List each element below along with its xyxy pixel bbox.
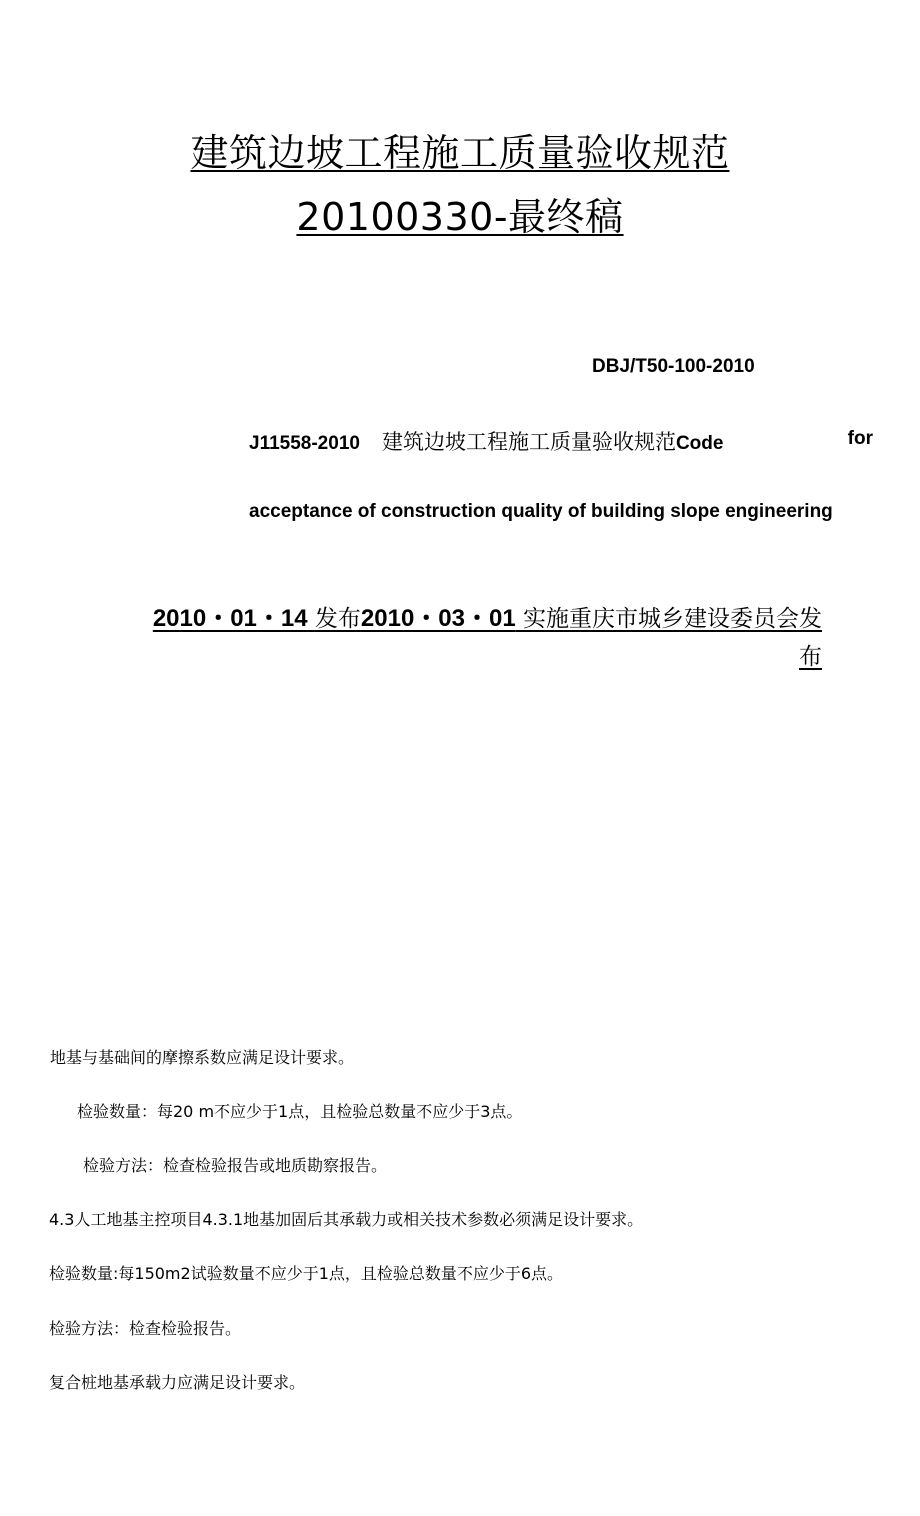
body-paragraph-5: 检验数量:每150m2试验数量不应少于1点，且检验总数量不应少于6点。 [49, 1264, 564, 1283]
record-number: J11558-2010 [249, 433, 360, 454]
effective-label: 实施重庆市城乡建设委员会发 [523, 606, 822, 632]
title-line-1: 建筑边坡工程施工质量验收规范 [190, 131, 730, 175]
title-line-2: 20100330-最终稿 [296, 195, 624, 239]
issue-date: 2010・01・14 [152, 605, 308, 632]
body-paragraph-2: 检验数量：每20 m不应少于1点，且检验总数量不应少于3点。 [77, 1102, 523, 1121]
body-paragraph-3: 检验方法：检查检验报告或地质勘察报告。 [83, 1156, 388, 1175]
body-paragraph-1: 地基与基础间的摩擦系数应满足设计要求。 [50, 1048, 355, 1067]
standard-title-en-part2: for [847, 428, 873, 449]
publication-tail: 布 [799, 644, 822, 670]
document-title [0, 128, 920, 256]
body-paragraph-7: 复合桩地基承载力应满足设计要求。 [49, 1373, 306, 1392]
body-paragraph-6: 检验方法：检查检验报告。 [49, 1319, 242, 1338]
standard-code: DBJ/T50-100-2010 [592, 356, 755, 377]
publication-info [54, 600, 822, 676]
effective-date: 2010・03・01 [360, 605, 516, 632]
standard-title-line [249, 426, 873, 456]
standard-title-en-line2: acceptance of construction quality of building slope engineering [249, 501, 833, 522]
standard-title-cn: 建筑边坡工程施工质量验收规范 [381, 430, 676, 454]
standard-title-en-part1: Code [675, 433, 724, 454]
body-paragraph-4: 4.3人工地基主控项目4.3.1地基加固后其承载力或相关技术参数必须满足设计要求。 [49, 1210, 644, 1229]
issue-label: 发布 [314, 606, 361, 632]
